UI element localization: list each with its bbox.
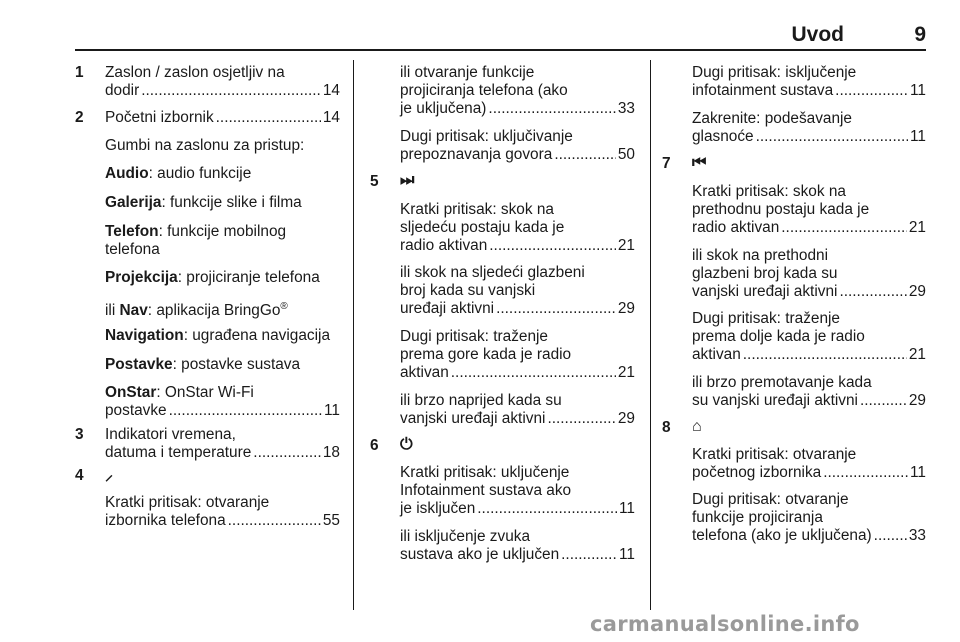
telefon-entry: Telefon: funkcije mobilnog telefona: [105, 223, 287, 258]
column-divider-right: [650, 60, 651, 610]
entry-a: ili otvaranje funkcije projiciranja telefona (ako je uključena) ..... 33: [400, 64, 635, 118]
page-ref: 29: [908, 283, 926, 300]
entry-f: ili brzo naprijed kada su vanjski uređaji aktivni ..... 29: [400, 392, 635, 428]
item-number: 1: [75, 64, 84, 81]
postavke-entry: Postavke: postavke sustava: [105, 356, 301, 373]
page-ref: 11: [619, 500, 635, 517]
toc-line: vanjski uređaji aktivni ..... 29: [692, 283, 926, 301]
page-ref: 14: [322, 109, 340, 126]
power-icon: ⏻: [400, 436, 413, 453]
entry-e: Dugi pritisak: traženje prema gore kada je radio aktivan ..... 21: [400, 328, 635, 382]
gallery-entry: Galerija: funkcije slike i filma: [105, 194, 302, 211]
item-number: 8: [662, 419, 671, 436]
entry-b: Zakrenite: podešavanje glasnoće ..... 11: [692, 110, 926, 146]
entry-g: Kratki pritisak: otvaranje početnog izbornika ..... 11: [692, 446, 926, 482]
page-ref: 33: [617, 100, 635, 117]
home-icon: ⌂: [692, 418, 702, 435]
entry-h: ili isključenje zvuka sustava ako je uključen ..... 11: [400, 528, 635, 564]
page-ref: 18: [322, 444, 340, 461]
header-rule: [75, 49, 926, 51]
toc-line: radio aktivan ..... 21: [692, 219, 926, 237]
entry-e: Dugi pritisak: traženje prema dolje kada je radio aktivan ..... 21: [692, 310, 926, 364]
toc-line: datuma i temperature ..... 18: [105, 444, 340, 462]
entry-h: Dugi pritisak: otvaranje funkcije projiciranja telefona (ako je uključena) ..... 33: [692, 491, 926, 545]
toc-line: je isključen ..... 11: [400, 500, 635, 518]
item-number: 4: [75, 467, 84, 484]
toc-line: aktivan ..... 21: [692, 346, 926, 364]
page-number: 9: [914, 23, 926, 46]
onstar-entry: OnStar: OnStar Wi-Fi postavke ..... 11: [105, 384, 340, 420]
navigation-entry: Navigation: ugrađena navigacija: [105, 327, 331, 344]
entry-d: ili skok na prethodni glazbeni broj kada su vanjski uređaji aktivni ..... 29: [692, 247, 926, 301]
toc-line: prepoznavanja govora ..... 50: [400, 146, 635, 164]
page-ref: 11: [910, 464, 926, 481]
entry-a: Dugi pritisak: isključenje infotainment sustava ..... 11: [692, 64, 926, 100]
item-1-text: Zaslon / zaslon osjetljiv na dodir ..... 14: [105, 64, 340, 100]
entry-c: Kratki pritisak: skok na sljedeću postaju kada je radio aktivan ..... 21: [400, 201, 635, 255]
page-ref: 11: [619, 546, 635, 563]
item-2-text: [105, 109, 340, 127]
item-number: 6: [370, 437, 379, 454]
phone-icon: ⸝: [105, 467, 114, 484]
previous-track-icon: ⏮: [692, 154, 707, 171]
toc-line: telefona (ako je uključena) ..... 33: [692, 527, 926, 545]
entry-d: ili skok na sljedeći glazbeni broj kada su vanjski uređaji aktivni ..... 29: [400, 264, 635, 318]
page-ref: 11: [910, 128, 926, 145]
toc-line: glasnoće ..... 11: [692, 128, 926, 146]
item-number: 7: [662, 155, 671, 172]
entry-f: ili brzo premotavanje kada su vanjski uređaji aktivni ..... 29: [692, 374, 926, 410]
column-divider-left: [353, 60, 354, 610]
nav-entry: ili Nav: aplikacija BringGo®: [105, 301, 288, 320]
next-track-icon: ⏭: [400, 172, 415, 189]
page-ref: 33: [908, 527, 926, 544]
toc-line: dodir ..... 14: [105, 82, 340, 100]
entry-g: Kratki pritisak: uključenje Infotainment sustava ako je isključen ..... 11: [400, 464, 635, 518]
audio-entry: Audio: audio funkcije: [105, 165, 252, 182]
watermark-link[interactable]: carmanualsonline.info: [590, 612, 860, 636]
page-header: [75, 0, 926, 46]
intro-text: Gumbi na zaslonu za pristup:: [105, 137, 305, 154]
toc-line: izbornika telefona ..... 55: [105, 512, 340, 530]
item-number: 5: [370, 173, 379, 190]
toc-line: su vanjski uređaji aktivni ..... 29: [692, 392, 926, 410]
toc-line: vanjski uređaji aktivni ..... 29: [400, 410, 635, 428]
page-ref: 11: [324, 402, 340, 419]
page-ref: 14: [322, 82, 340, 99]
toc-line: sustava ako je uključen ..... 11: [400, 546, 635, 564]
toc-line: infotainment sustava ..... 11: [692, 82, 926, 100]
page-ref: 21: [908, 219, 926, 236]
page-ref: 21: [908, 346, 926, 363]
page-title: Uvod: [791, 23, 844, 46]
item-number: 2: [75, 109, 84, 126]
toc-line: je uključena) ..... 33: [400, 100, 635, 118]
projekcija-entry: Projekcija: projiciranje telefona: [105, 269, 320, 286]
toc-line: uređaji aktivni ..... 29: [400, 300, 635, 318]
page-ref: 55: [322, 512, 340, 529]
item-4-text: Kratki pritisak: otvaranje izbornika telefona ..... 55: [105, 494, 340, 530]
item-3-text: Indikatori vremena, datuma i temperature ..... 18: [105, 426, 340, 462]
page-ref: 50: [617, 146, 635, 163]
item-number: 3: [75, 426, 84, 443]
page-ref: 21: [617, 364, 635, 381]
toc-line: Početni izbornik ..... 14: [105, 109, 340, 127]
page-ref: 21: [617, 237, 635, 254]
page-ref: 11: [910, 82, 926, 99]
entry-b: Dugi pritisak: uključivanje prepoznavanja govora ..... 50: [400, 128, 635, 164]
entry-c: Kratki pritisak: skok na prethodnu postaju kada je radio aktivan ..... 21: [692, 183, 926, 237]
toc-line: radio aktivan ..... 21: [400, 237, 635, 255]
toc-line: aktivan ..... 21: [400, 364, 635, 382]
page-ref: 29: [617, 300, 635, 317]
toc-line: početnog izbornika ..... 11: [692, 464, 926, 482]
toc-line: postavke ..... 11: [105, 402, 340, 420]
page-ref: 29: [617, 410, 635, 427]
page-ref: 29: [908, 392, 926, 409]
